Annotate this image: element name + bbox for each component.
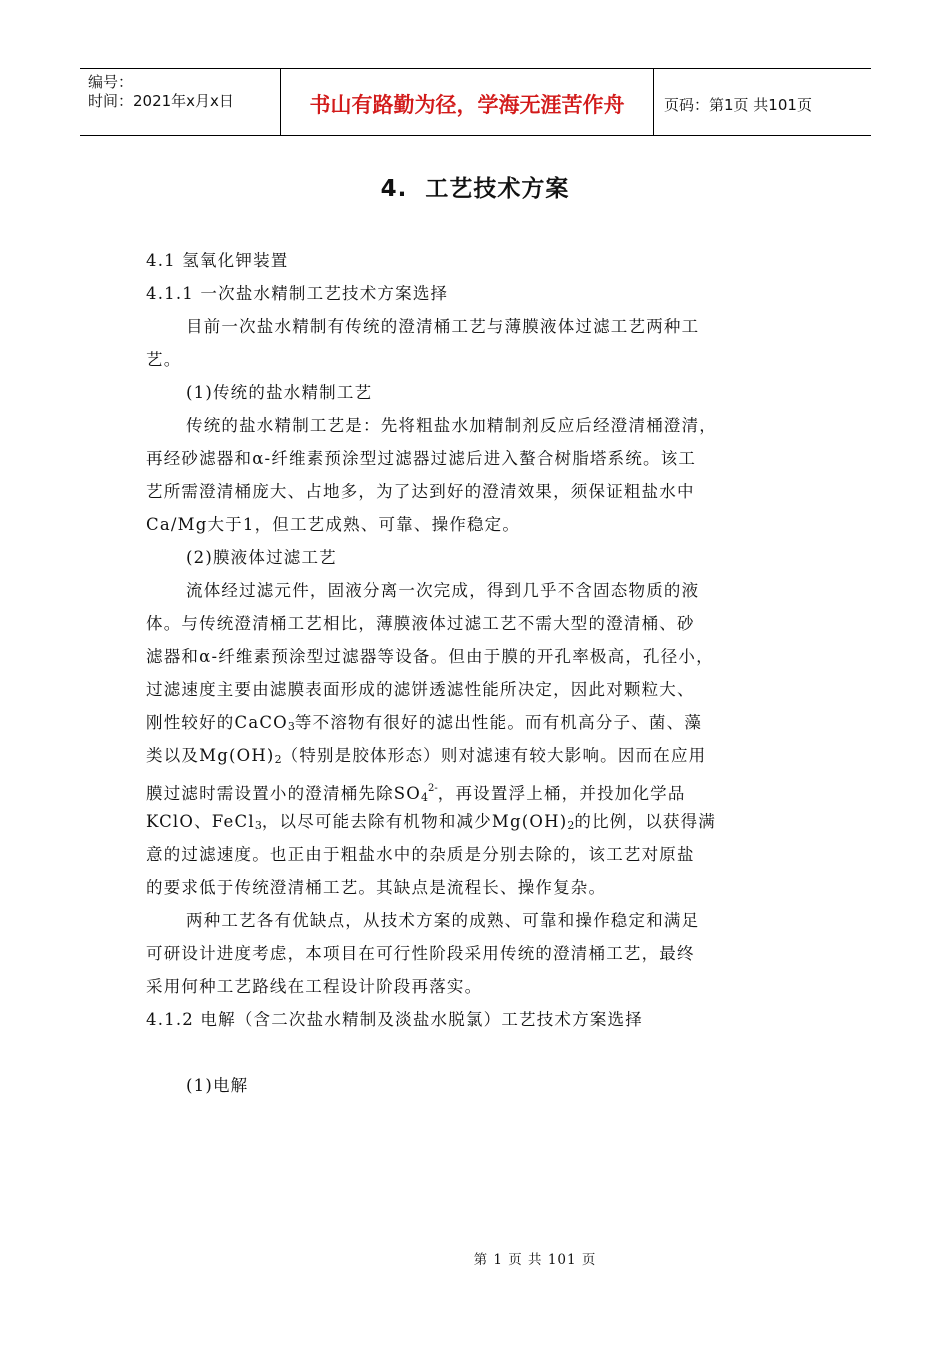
text-run: KClO、FeCl (146, 812, 255, 831)
paragraph-line: 再经砂滤器和α-纤维素预涂型过滤器过滤后进入螯合树脂塔系统。该工 (146, 449, 697, 468)
header-meta (80, 69, 280, 135)
header-table (80, 68, 871, 136)
paragraph-line: 滤器和α-纤维素预涂型过滤器等设备。但由于膜的开孔率极高，孔径小， (146, 647, 714, 666)
text-run: 刚性较好的CaCO (146, 713, 288, 732)
paragraph-line (146, 706, 810, 739)
paragraph-line: 两种工艺各有优缺点，从技术方案的成熟、可靠和操作稳定和满足 (186, 911, 700, 930)
section-title-text: 工艺技术方案 (425, 176, 570, 202)
superscript: 2- (428, 783, 438, 794)
paragraph-line: 流体经过滤元件，固液分离一次完成，得到几乎不含固态物质的液 (186, 581, 700, 600)
subscript: 3 (287, 720, 295, 733)
subscript: 4 (421, 791, 429, 804)
paragraph-line: 传统的盐水精制工艺是：先将粗盐水加精制剂反应后经澄清桶澄清， (186, 416, 717, 435)
subsection-heading-4-1: 4.1 氢氧化钾装置 (146, 251, 289, 270)
text-run: 膜过滤时需设置小的澄清桶先除SO (146, 784, 422, 803)
paragraph-line: 过滤速度主要由滤膜表面形成的滤饼透滤性能所决定，因此对颗粒大、 (146, 680, 695, 699)
paragraph-line: Ca/Mg大于1，但工艺成熟、可靠、操作稳定。 (146, 515, 521, 534)
item-heading-traditional: (1)传统的盐水精制工艺 (186, 383, 373, 402)
subsection-heading-4-1-2: 4.1.2 电解（含二次盐水精制及淡盐水脱氯）工艺技术方案选择 (146, 1010, 643, 1029)
document-body (146, 244, 810, 1102)
section-number: 4. (380, 176, 408, 202)
text-run: 类以及Mg(OH) (146, 746, 275, 765)
text-run: 等不溶物有很好的滤出性能。而有机高分子、菌、藻 (294, 713, 703, 732)
paragraph-line: 意的过滤速度。也正由于粗盐水中的杂质是分别去除的，该工艺对原盐 (146, 845, 695, 864)
paragraph-line: 艺。 (146, 350, 182, 369)
header-motto: 书山有路勤为径，学海无涯苦作舟 (280, 69, 654, 135)
page-footer: 第 1 页 共 101 页 (473, 1252, 597, 1268)
paragraph-line (146, 772, 810, 805)
paragraph-line: 可研设计进度考虑，本项目在可行性阶段采用传统的澄清桶工艺，最终 (146, 944, 695, 963)
text-run: 的比例，以获得满 (574, 812, 716, 831)
item-heading-membrane: (2)膜液体过滤工艺 (186, 548, 337, 567)
paragraph-line: 采用何种工艺路线在工程设计阶段再落实。 (146, 977, 483, 996)
text-run: （特别是胶体形态）则对滤速有较大影响。因而在应用 (281, 746, 707, 765)
document-number-label: 编号： (88, 73, 134, 91)
subscript: 2 (567, 819, 575, 832)
subsection-heading-4-1-1: 4.1.1 一次盐水精制工艺技术方案选择 (146, 284, 449, 303)
text-run: ，再设置浮上桶，并投加化学品 (437, 784, 686, 803)
paragraph-line: 的要求低于传统澄清桶工艺。其缺点是流程长、操作复杂。 (146, 878, 607, 897)
blank-space (146, 1036, 810, 1069)
item-heading-electrolysis: (1)电解 (186, 1076, 249, 1095)
paragraph-line (146, 739, 810, 772)
section-title (0, 170, 950, 203)
document-time-label: 时间：2021年x月x日 (88, 92, 234, 110)
paragraph-line: 目前一次盐水精制有传统的澄清桶工艺与薄膜液体过滤工艺两种工 (186, 317, 700, 336)
subscript: 3 (254, 819, 262, 832)
header-page-info: 页码：第1页 共101页 (664, 95, 812, 114)
text-run: ，以尽可能去除有机物和减少Mg(OH) (261, 812, 568, 831)
paragraph-line: 艺所需澄清桶庞大、占地多，为了达到好的澄清效果，须保证粗盐水中 (146, 482, 695, 501)
paragraph-line (146, 805, 810, 838)
paragraph-line: 体。与传统澄清桶工艺相比，薄膜液体过滤工艺不需大型的澄清桶、砂 (146, 614, 695, 633)
subscript: 2 (274, 753, 282, 766)
